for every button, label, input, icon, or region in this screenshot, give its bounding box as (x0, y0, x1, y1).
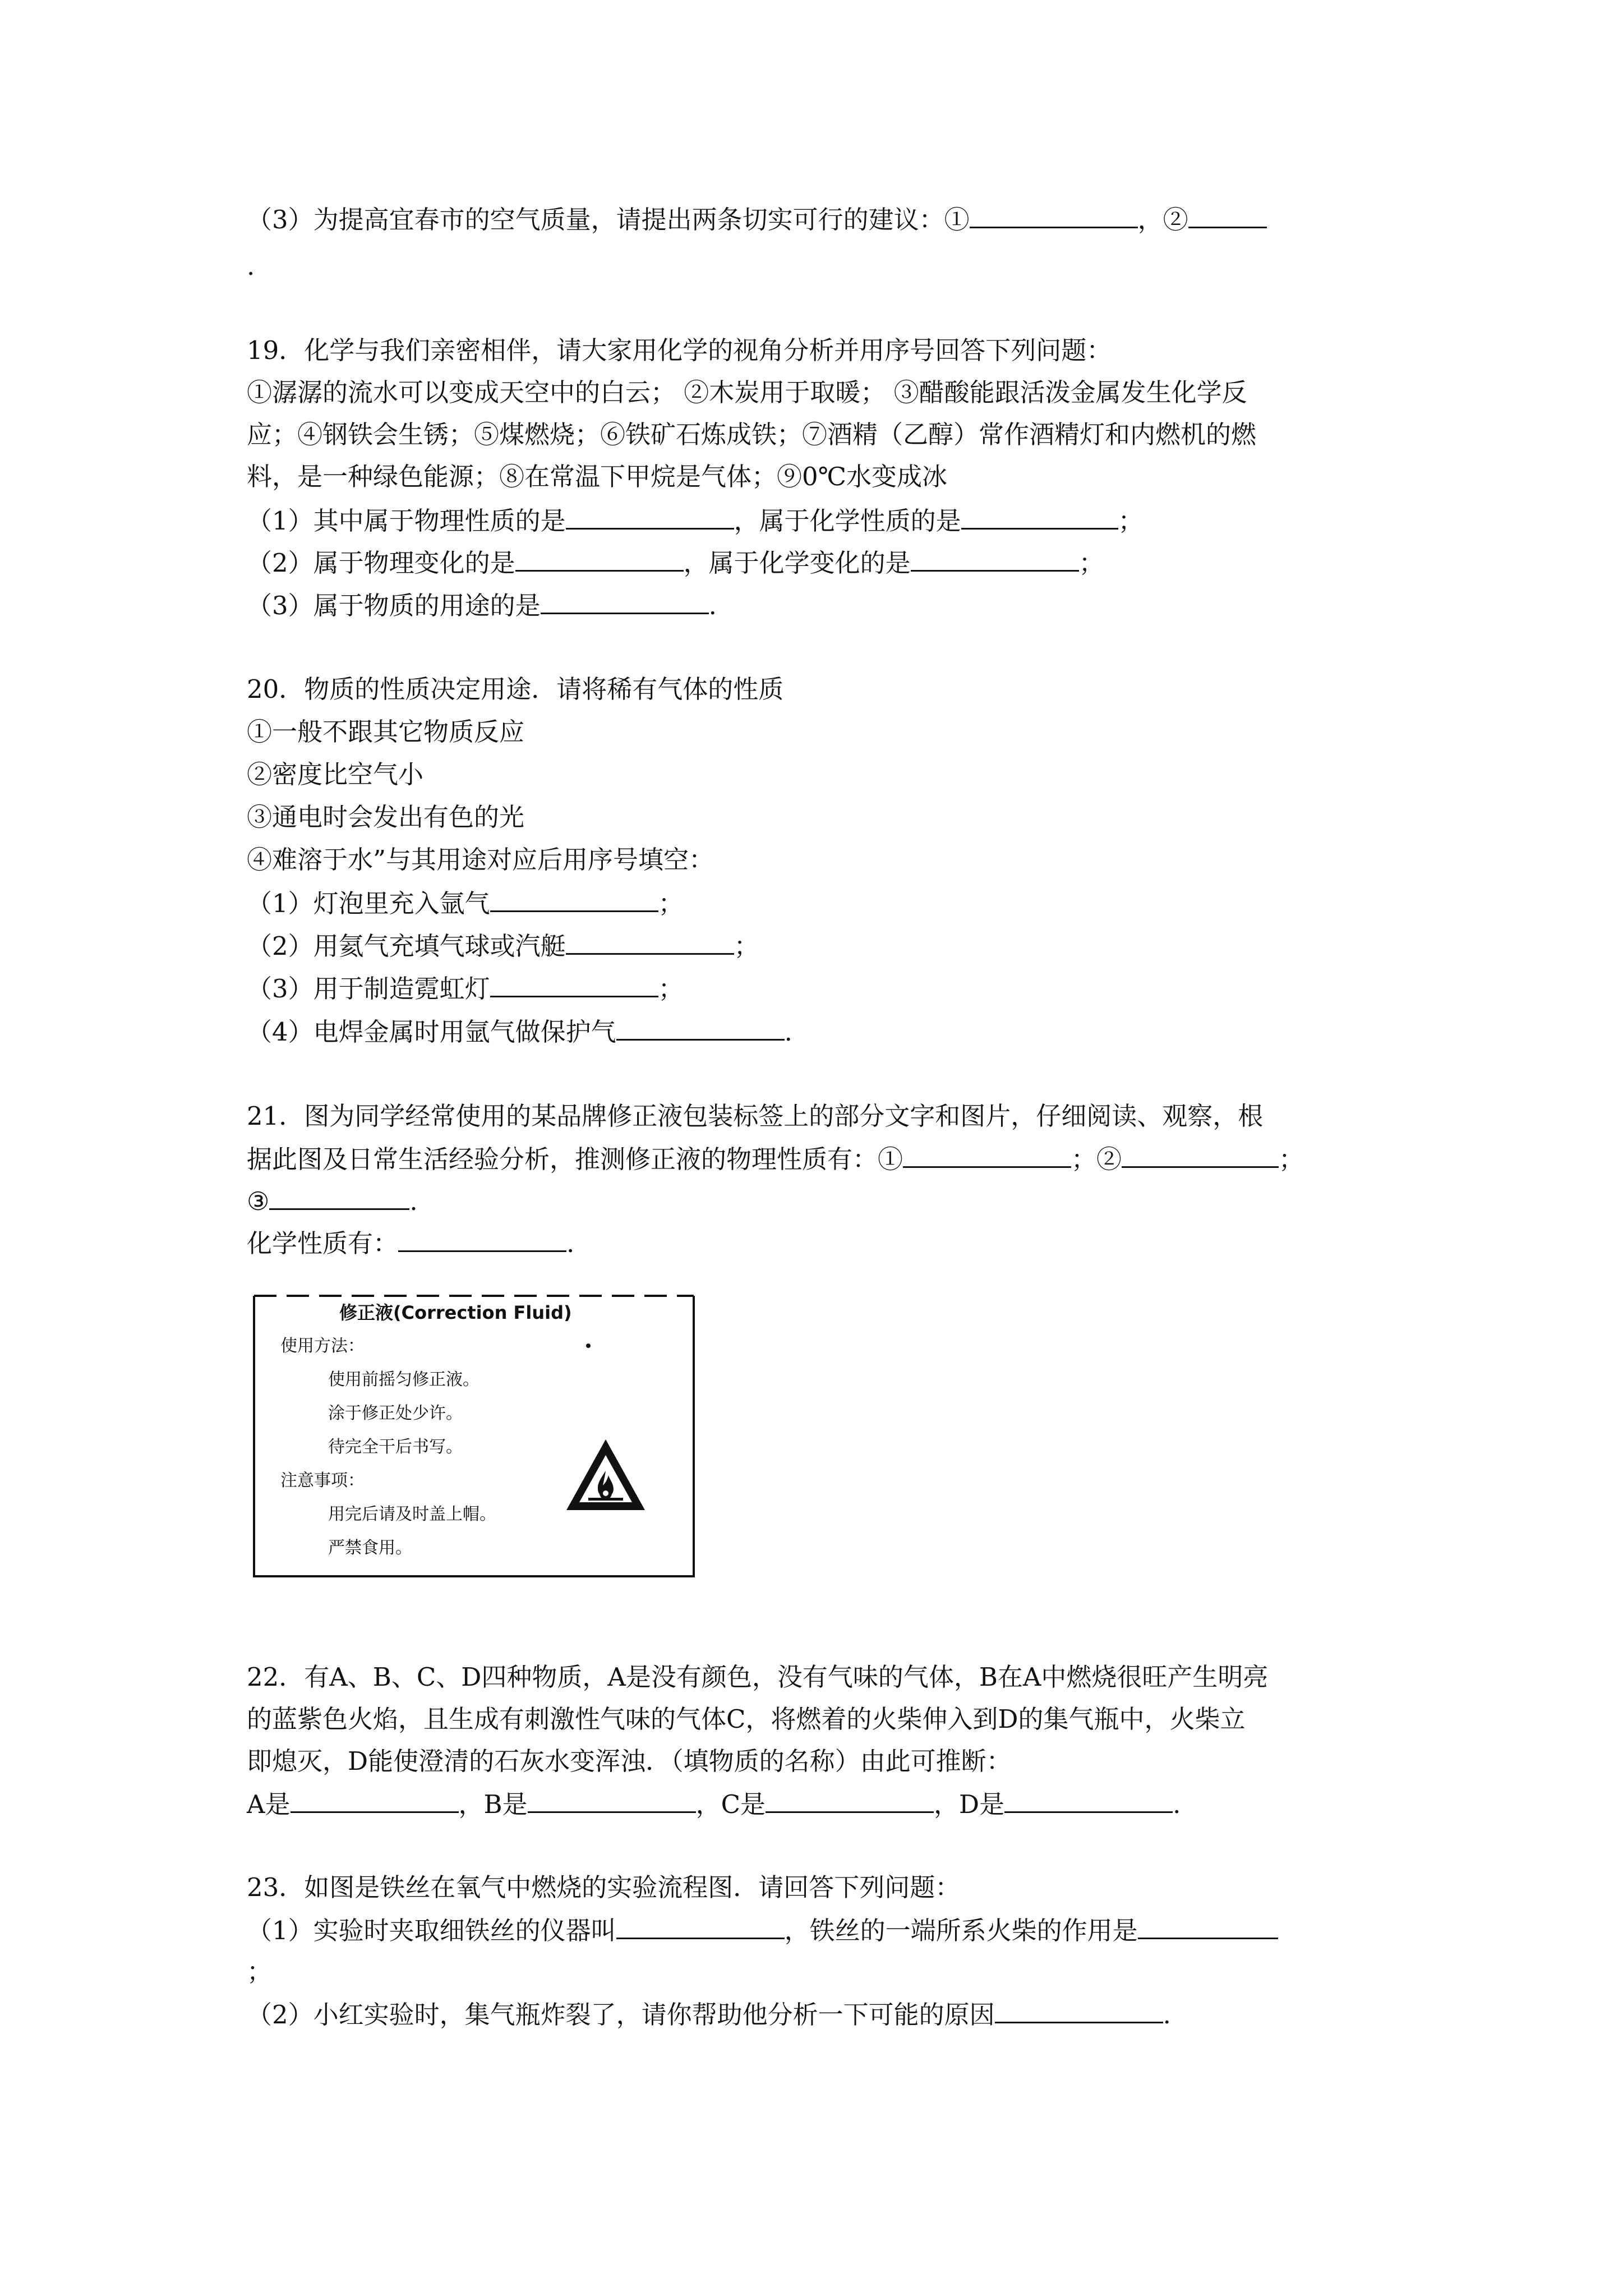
q22-line1: 22．有A、B、C、D四种物质，A是没有颜色，没有气味的气体，B在A中燃烧很旺产生明亮 (247, 1662, 1269, 1692)
q20-part4-text: （4）电焊金属时用氩气做保护气 (247, 1017, 616, 1047)
q20-title: 20．物质的性质决定用途．请将稀有气体的性质 (247, 674, 784, 704)
q19-title: 19．化学与我们亲密相伴，请大家用化学的视角分析并用序号回答下列问题： (247, 335, 1112, 365)
q19-part2 (247, 545, 1104, 579)
q21-line1: 21．图为同学经常使用的某品牌修正液包装标签上的部分文字和图片，仔细阅读、观察，根 (247, 1101, 1264, 1131)
q19-part1 (247, 503, 1144, 537)
answer-blank[interactable] (269, 1184, 409, 1210)
q21-line4 (247, 1226, 574, 1259)
flammable-warning-icon (564, 1436, 648, 1515)
q20-part2-text: （2）用氦气充填气球或汽艇 (247, 931, 566, 961)
answer-blank[interactable] (995, 1997, 1163, 2023)
speck-dot (586, 1343, 591, 1348)
answer-blank[interactable] (398, 1226, 566, 1252)
q21-line4-text: 化学性质有： (247, 1228, 399, 1258)
answer-blank[interactable] (541, 588, 709, 614)
q18-part3 (247, 202, 1267, 236)
q22-line2: 的蓝紫色火焰，且生成有刺激性气味的气体C，将燃着的火柴伸入到D的集气瓶中，火柴立 (247, 1704, 1246, 1734)
period-text: . (784, 1017, 792, 1047)
answer-blank[interactable] (528, 1787, 696, 1813)
q21-line3 (247, 1184, 418, 1217)
answer-blank[interactable] (1188, 202, 1267, 228)
usage-step-3: 待完全干后书写。 (328, 1437, 463, 1457)
q20-property-4: ④难溶于水”与其用途对应后用序号填空： (247, 845, 714, 875)
q19-part3-text: （3）属于物质的用途的是 (247, 591, 541, 620)
answer-blank[interactable] (1138, 1913, 1278, 1939)
q23-part1-text: （1）实验时夹取细铁丝的仪器叫 (247, 1916, 616, 1945)
q20-part3 (247, 971, 684, 1005)
period-text: . (1173, 1789, 1181, 1819)
answer-blank[interactable] (1004, 1787, 1173, 1813)
q22-a-text: A是 (247, 1789, 291, 1819)
answer-blank[interactable] (291, 1787, 459, 1813)
label-title: 修正液(Correction Fluid) (339, 1302, 572, 1323)
q18-part3-end (247, 250, 255, 283)
usage-step-1: 使用前摇匀修正液。 (328, 1370, 479, 1389)
semicolon-text: ； (734, 931, 759, 961)
notes-heading: 注意事项： (280, 1471, 365, 1490)
q19-part1-text: （1）其中属于物理性质的是 (247, 506, 566, 536)
answer-blank[interactable] (616, 1913, 785, 1939)
separator-text: ，② (1137, 205, 1188, 234)
semicolon-text: ； (658, 974, 684, 1004)
q22-line4 (247, 1787, 1181, 1820)
q20-part1 (247, 886, 684, 919)
period-text: . (566, 1228, 575, 1258)
answer-blank[interactable] (616, 1014, 785, 1041)
q20-property-3: ③通电时会发出有色的光 (247, 802, 525, 832)
period-text: . (247, 251, 255, 281)
answer-blank[interactable] (515, 545, 684, 572)
notes-item-2: 严禁食用。 (328, 1538, 412, 1558)
q19-items-line1: ①潺潺的流水可以变成天空中的白云； ②木炭用于取暖； ③醋酸能跟活泼金属发生化学反 (247, 378, 1247, 407)
q19-part3 (247, 588, 717, 622)
q20-part4 (247, 1014, 792, 1048)
q19-part1-text2: ，属于化学性质的是 (734, 506, 961, 536)
answer-blank[interactable] (490, 886, 658, 912)
answer-blank[interactable] (490, 971, 658, 997)
q20-part2 (247, 928, 759, 962)
answer-blank[interactable] (566, 928, 734, 955)
q23-part1 (247, 1913, 1278, 1947)
q23-part2-text: （2）小红实验时，集气瓶炸裂了，请你帮助他分析一下可能的原因 (247, 2000, 995, 2030)
q20-property-2: ②密度比空气小 (247, 760, 424, 789)
q21-line2-text: 据此图及日常生活经验分析，推测修正液的物理性质有：① (247, 1144, 903, 1174)
answer-blank[interactable] (1122, 1142, 1279, 1168)
q18-part3-text: （3）为提高宜春市的空气质量，请提出两条切实可行的建议：① (247, 205, 970, 234)
period-text: . (409, 1186, 418, 1216)
q22-d-text: ，D是 (934, 1789, 1005, 1819)
q23-title: 23．如图是铁丝在氧气中燃烧的实验流程图．请回答下列问题： (247, 1872, 961, 1902)
q21-line2 (247, 1142, 1304, 1175)
q19-items-line2: 应；④钢铁会生锈；⑤煤燃烧；⑥铁矿石炼成铁；⑦酒精（乙醇）常作酒精灯和内燃机的燃 (247, 420, 1257, 449)
q23-part1-text2: ，铁丝的一端所系火柴的作用是 (784, 1916, 1138, 1945)
usage-heading: 使用方法： (280, 1336, 365, 1356)
q23-part1-end (247, 1955, 272, 1989)
answer-blank[interactable] (766, 1787, 934, 1813)
q21-line3-text: ③ (247, 1186, 270, 1216)
semicolon-text: ； (247, 1957, 273, 1986)
q19-part2-text2: ，属于化学变化的是 (683, 548, 911, 578)
q22-b-text: ，B是 (458, 1789, 528, 1819)
answer-blank[interactable] (961, 503, 1118, 530)
answer-blank[interactable] (903, 1142, 1071, 1168)
q20-property-1: ①一般不跟其它物质反应 (247, 717, 525, 747)
q19-part2-text: （2）属于物理变化的是 (247, 548, 515, 578)
semicolon-text: ； (1279, 1144, 1304, 1174)
notes-item-1: 用完后请及时盖上帽。 (328, 1504, 496, 1524)
answer-blank[interactable] (911, 545, 1079, 572)
separator-text: ；② (1071, 1144, 1122, 1174)
period-text: . (1163, 2000, 1171, 2030)
answer-blank[interactable] (970, 202, 1138, 228)
semicolon-text: ； (1078, 548, 1104, 578)
correction-fluid-label-figure (250, 1285, 698, 1588)
semicolon-text: ； (1118, 506, 1144, 536)
q22-c-text: ，C是 (695, 1789, 766, 1819)
usage-step-2: 涂于修正处少许。 (328, 1404, 463, 1423)
q22-line3: 即熄灭，D能使澄清的石灰水变浑浊．（填物质的名称）由此可推断： (247, 1746, 1012, 1776)
q19-items-line3: 料，是一种绿色能源；⑧在常温下甲烷是气体；⑨0℃水变成冰 (247, 462, 947, 491)
semicolon-text: ； (658, 889, 684, 918)
q23-part2 (247, 1997, 1171, 2031)
q20-part1-text: （1）灯泡里充入氩气 (247, 889, 490, 918)
answer-blank[interactable] (566, 503, 734, 530)
q20-part3-text: （3）用于制造霓虹灯 (247, 974, 490, 1004)
period-text: . (708, 591, 717, 620)
